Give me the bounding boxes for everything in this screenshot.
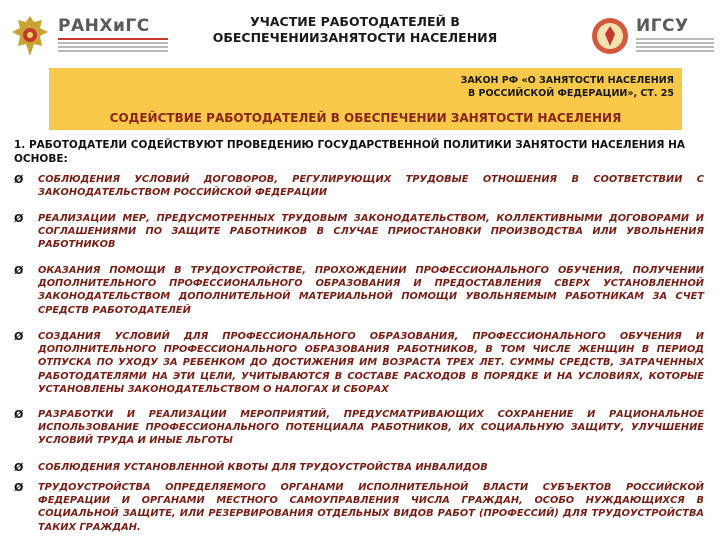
left-logo-subtitle-lines — [58, 38, 168, 54]
arrow-bullet-icon: Ø — [14, 408, 24, 421]
list-item-text: СОЗДАНИЯ УСЛОВИЙ ДЛЯ ПРОФЕССИОНАЛЬНОГО ОБРАЗОВАНИЯ, ПРОФЕССИОНАЛЬНОГО ОБУЧЕНИЯ И ДОПОЛНИТЕЛЬНОГО ПРОФЕССИОНАЛЬНОГО ОБРАЗОВАНИЯ РАБОТНИКОВ, В ТОМ ЧИСЛЕ ЖЕНЩИН В ПЕРИОД ОТПУСКА ПО УХОДУ ЗА РЕБЕНКОМ ДО ДОСТИЖЕНИЯ ИМ ВОЗРАСТА ТРЕХ ЛЕТ. СУММЫ СРЕДСТВ, ЗАТРАЧЕННЫХ РАБОТОДАТЕЛЯМИ НА ЭТИ ЦЕЛИ, УЧИТЫВАЮТСЯ В СОСТАВЕ РАСХОДОВ В ПОРЯДКЕ И НА УСЛОВИЯХ, КОТОРЫЕ УСТАНОВЛЕНЫ ЗАКОНОДАТЕЛЬСТВОМ О НАЛОГАХ И СБОРАХ — [38, 331, 704, 395]
page-title-line1: УЧАСТИЕ РАБОТОДАТЕЛЕЙ В — [250, 14, 460, 29]
right-logo-subtitle-lines — [636, 38, 714, 54]
intro-paragraph: 1. РАБОТОДАТЕЛИ СОДЕЙСТВУЮТ ПРОВЕДЕНИЮ ГОСУДАРСТВЕННОЙ ПОЛИТИКИ ЗАНЯТОСТИ НАСЕЛЕНИЯ НА ОСНОВЕ: — [14, 139, 686, 165]
arrow-bullet-icon: Ø — [14, 481, 24, 494]
list-item-text: ТРУДОУСТРОЙСТВА ОПРЕДЕЛЯЕМОГО ОРГАНАМИ ИСПОЛНИТЕЛЬНОЙ ВЛАСТИ СУБЪЕКТОВ РОССИЙСКОЙ ФЕДЕРАЦИИ И ОРГАНАМИ МЕСТНОГО САМОУПРАВЛЕНИЯ ЧИСЛА ГРАЖДАН, ОСОБО НУЖДАЮЩИХСЯ В СОЦИАЛЬНОЙ ЗАЩИТЕ, ИЛИ РЕЗЕРВИРОВАНИЯ ОТДЕЛЬНЫХ ВИДОВ РАБОТ (ПРОФЕССИЙ) ДЛЯ ТРУДОУСТРОЙСТВА ТАКИХ ГРАЖДАН. — [38, 482, 704, 533]
list-item-text: ОКАЗАНИЯ ПОМОЩИ В ТРУДОУСТРОЙСТВЕ, ПРОХОЖДЕНИИ ПРОФЕССИОНАЛЬНОГО ОБУЧЕНИЯ, ПОЛУЧЕНИИ ДОПОЛНИТЕЛЬНОГО ПРОФЕССИОНАЛЬНОГО ОБРАЗОВАНИЯ И ПРЕДОСТАВЛЕНИЯ СВЕРХ УСТАНОВЛЕННОЙ ЗАКОНОДАТЕЛЬСТВОМ ДОПОЛНИТЕЛЬНОЙ МАТЕРИАЛЬНОЙ ПОМОЩИ УВОЛЬНЯЕМЫМ РАБОТНИКАМ ЗА СЧЕТ СРЕДСТВ РАБОТОДАТЕЛЕЙ — [38, 265, 704, 316]
list-item — [14, 461, 704, 474]
law-reference-line1: ЗАКОН РФ «О ЗАНЯТОСТИ НАСЕЛЕНИЯ — [460, 75, 674, 86]
list-item-text: СОБЛЮДЕНИЯ УСЛОВИЙ ДОГОВОРОВ, РЕГУЛИРУЮЩИХ ТРУДОВЫЕ ОТНОШЕНИЯ В СООТВЕТСТВИИ С ЗАКОНОДАТЕЛЬСТВОМ РОССИЙСКОЙ ФЕДЕРАЦИИ — [38, 174, 704, 199]
law-reference-line2: В РОССИЙСКОЙ ФЕДЕРАЦИИ», СТ. 25 — [467, 88, 674, 99]
list-item — [14, 408, 704, 448]
left-logo-name: РАНХиГС — [58, 16, 150, 36]
list-item-text: РЕАЛИЗАЦИИ МЕР, ПРЕДУСМОТРЕННЫХ ТРУДОВЫМ ЗАКОНОДАТЕЛЬСТВОМ, КОЛЛЕКТИВНЫМИ ДОГОВОРАМИ И СОГЛАШЕНИЯМИ ПО ЗАЩИТЕ РАБОТНИКОВ В СЛУЧАЕ ПРИОСТАНОВКИ ПРОИЗВОДСТВА ИЛИ УВОЛЬНЕНИЯ РАБОТНИКОВ — [38, 213, 704, 251]
section-heading: СОДЕЙСТВИЕ РАБОТОДАТЕЛЕЙ В ОБЕСПЕЧЕНИИ ЗАНЯТОСТИ НАСЕЛЕНИЯ — [109, 111, 622, 125]
list-item-text: СОБЛЮДЕНИЯ УСТАНОВЛЕННОЙ КВОТЫ ДЛЯ ТРУДОУСТРОЙСТВА ИНВАЛИДОВ — [38, 462, 488, 473]
right-logo-name: ИГСУ — [636, 16, 689, 36]
eagle-emblem-icon — [10, 14, 50, 58]
arrow-bullet-icon: Ø — [14, 330, 24, 343]
list-item — [14, 212, 704, 252]
page-title — [190, 14, 520, 46]
list-item — [14, 173, 704, 199]
list-item — [14, 330, 704, 396]
page-title-line2: ОБЕСПЕЧЕНИИЗАНЯТОСТИ НАСЕЛЕНИЯ — [212, 30, 498, 45]
law-reference-box — [49, 68, 682, 130]
ranepa-logo — [10, 14, 180, 58]
list-item — [14, 264, 704, 317]
arrow-bullet-icon: Ø — [14, 173, 24, 186]
arrow-bullet-icon: Ø — [14, 264, 24, 277]
arrow-bullet-icon: Ø — [14, 461, 24, 474]
igsu-logo — [590, 14, 718, 58]
list-item — [14, 481, 704, 534]
igsu-emblem-icon — [590, 14, 630, 58]
law-reference — [461, 74, 674, 100]
list-item-text: РАЗРАБОТКИ И РЕАЛИЗАЦИИ МЕРОПРИЯТИЙ, ПРЕДУСМАТРИВАЮЩИХ СОХРАНЕНИЕ И РАЦИОНАЛЬНОЕ ИСПОЛЬЗОВАНИЕ ПРОФЕССИОНАЛЬНОГО ПОТЕНЦИАЛА РАБОТНИКОВ, ИХ СОЦИАЛЬНУЮ ЗАЩИТУ, УЛУЧШЕНИЕ УСЛОВИЙ ТРУДА И ИНЫЕ ЛЬГОТЫ — [38, 409, 704, 447]
arrow-bullet-icon: Ø — [14, 212, 24, 225]
